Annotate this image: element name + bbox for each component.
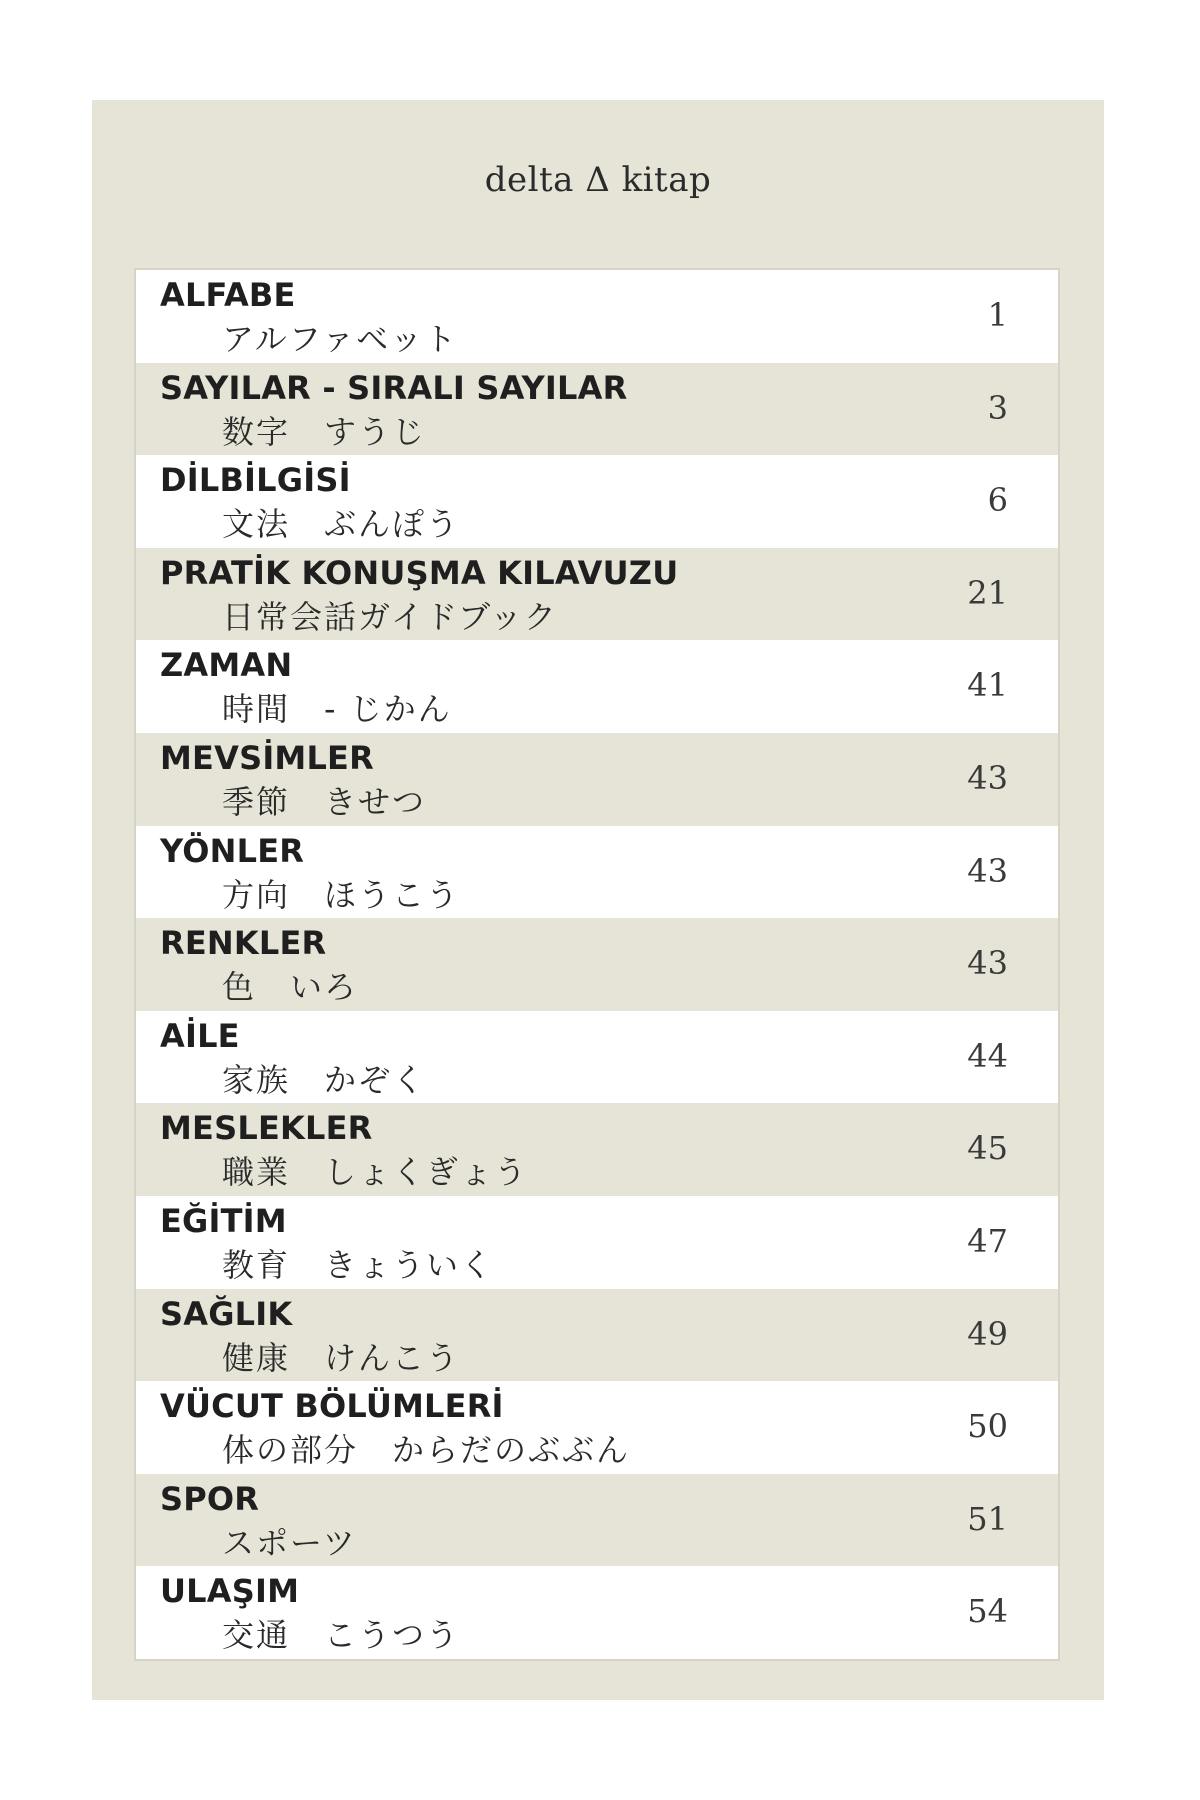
toc-subtitle: 家族 かぞく xyxy=(222,1060,427,1099)
toc-title: SPOR xyxy=(160,1479,260,1518)
toc-page-number: 43 xyxy=(967,944,1008,983)
toc-title: RENKLER xyxy=(160,924,327,963)
toc-title: ZAMAN xyxy=(160,646,293,685)
toc-row xyxy=(136,363,1058,456)
toc-row xyxy=(136,1381,1058,1474)
toc-page-number: 43 xyxy=(967,851,1008,890)
toc-page-number: 49 xyxy=(967,1314,1008,1353)
toc-page-number: 45 xyxy=(967,1129,1008,1168)
toc-subtitle: 職業 しょくぎょう xyxy=(222,1153,529,1192)
toc-title: MESLEKLER xyxy=(160,1109,373,1148)
toc-title: DİLBİLGİSİ xyxy=(160,461,351,500)
toc-title: ULAŞIM xyxy=(160,1572,300,1611)
toc-subtitle: スポーツ xyxy=(222,1523,357,1562)
toc-subtitle: 健康 けんこう xyxy=(222,1338,461,1377)
toc-row xyxy=(136,455,1058,548)
toc-page-number: 50 xyxy=(967,1407,1008,1446)
toc-subtitle: 体の部分 からだのぶぶん xyxy=(222,1431,631,1470)
toc-subtitle: 交通 こうつう xyxy=(222,1616,461,1655)
toc-subtitle: 文法 ぶんぽう xyxy=(222,505,461,544)
toc-subtitle: 数字 すうじ xyxy=(222,412,427,451)
toc-subtitle: 日常会話ガイドブック xyxy=(222,597,558,636)
toc-title: PRATİK KONUŞMA KILAVUZU xyxy=(160,553,679,592)
toc-subtitle: 教育 きょういく xyxy=(222,1245,495,1284)
toc-page-number: 6 xyxy=(987,481,1008,520)
book-page xyxy=(92,100,1104,1700)
table-of-contents xyxy=(134,268,1060,1661)
toc-page-number: 3 xyxy=(987,388,1008,427)
toc-title: SAĞLIK xyxy=(160,1294,293,1333)
toc-title: MEVSİMLER xyxy=(160,738,374,777)
toc-row xyxy=(136,918,1058,1011)
toc-row xyxy=(136,1196,1058,1289)
toc-page-number: 51 xyxy=(967,1499,1008,1538)
toc-subtitle: 時間 - じかん xyxy=(222,690,452,729)
toc-page-number: 44 xyxy=(967,1036,1008,1075)
toc-page-number: 47 xyxy=(967,1221,1008,1260)
toc-title: YÖNLER xyxy=(160,831,305,870)
toc-row xyxy=(136,1474,1058,1567)
toc-row xyxy=(136,1566,1058,1659)
toc-subtitle: 季節 きせつ xyxy=(222,782,427,821)
toc-row xyxy=(136,826,1058,919)
toc-title: ALFABE xyxy=(160,276,296,314)
toc-page-number: 54 xyxy=(967,1592,1008,1631)
toc-title: SAYILAR - SIRALI SAYILAR xyxy=(160,368,628,407)
toc-row xyxy=(136,1289,1058,1382)
publisher-name: delta Δ kitap xyxy=(484,160,712,200)
toc-row xyxy=(136,270,1058,363)
toc-row xyxy=(136,640,1058,733)
toc-row xyxy=(136,1103,1058,1196)
toc-title: AİLE xyxy=(160,1016,240,1055)
toc-page-number: 41 xyxy=(967,666,1008,705)
toc-title: EĞİTİM xyxy=(160,1201,287,1240)
toc-row xyxy=(136,733,1058,826)
toc-row xyxy=(136,548,1058,641)
toc-title: VÜCUT BÖLÜMLERİ xyxy=(160,1387,504,1426)
toc-page-number: 21 xyxy=(967,573,1008,612)
toc-page-number: 1 xyxy=(987,296,1008,334)
toc-subtitle: アルファベット xyxy=(222,320,459,358)
toc-row xyxy=(136,1011,1058,1104)
toc-subtitle: 方向 ほうこう xyxy=(222,875,461,914)
toc-page-number: 43 xyxy=(967,758,1008,797)
toc-subtitle: 色 いろ xyxy=(222,968,359,1007)
